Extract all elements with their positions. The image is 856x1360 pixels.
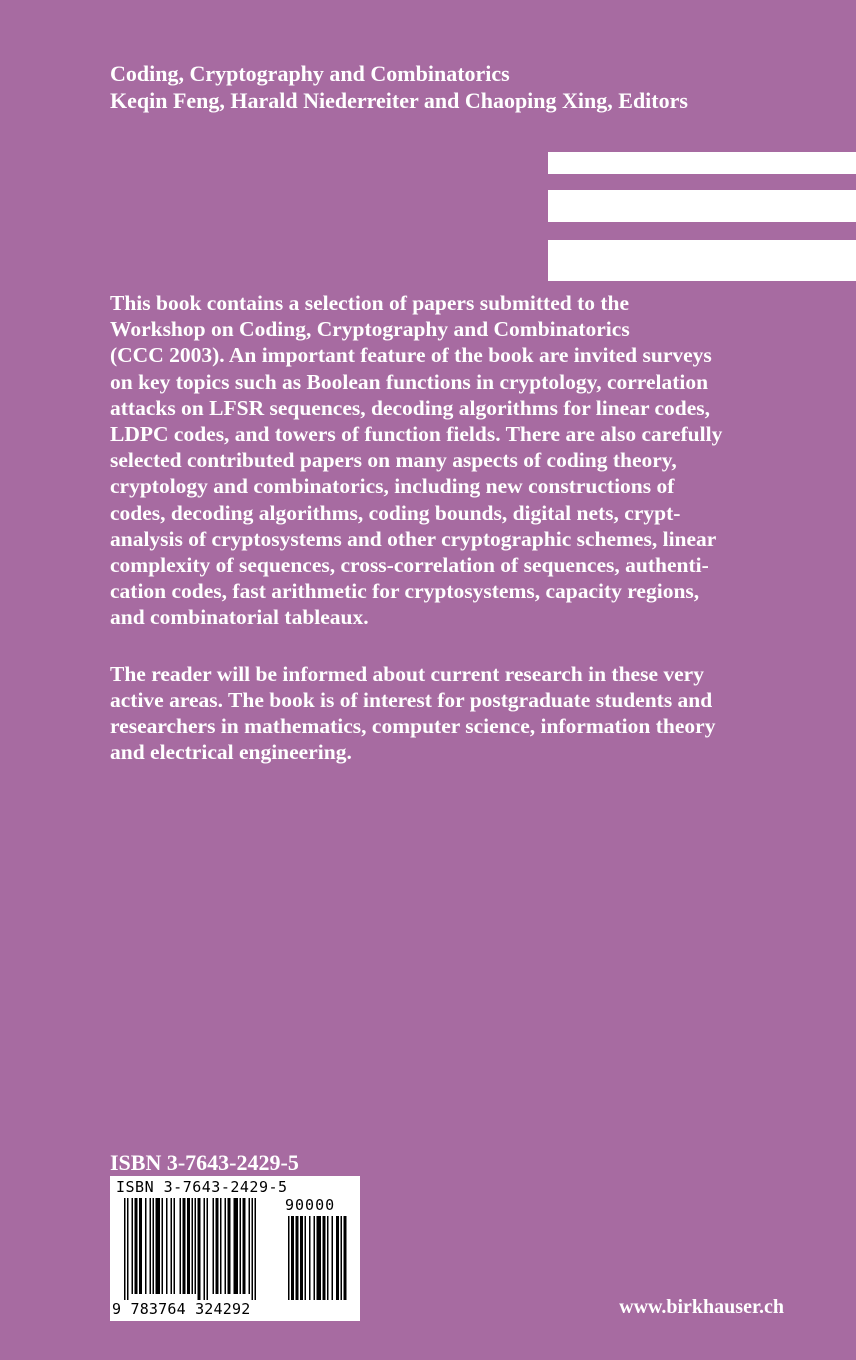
barcode-main-bars: [124, 1198, 276, 1302]
barcode: [110, 1176, 360, 1321]
publisher-website: www.birkhauser.ch: [619, 1296, 784, 1318]
decorative-stripe-1: [548, 152, 856, 174]
description-paragraph-1: [110, 290, 770, 631]
description-line: The reader will be informed about current research in these very: [110, 661, 704, 686]
description-line: Workshop on Coding, Cryptography and Combinatorics: [110, 317, 630, 342]
description-line: cryptology and combinatorics, including new constructions of: [110, 474, 675, 499]
description-line: and electrical engineering.: [110, 740, 352, 765]
book-title: Coding, Cryptography and Combinatorics: [110, 61, 510, 86]
description-line: cation codes, fast arithmetic for cryptosystems, capacity regions,: [110, 579, 700, 604]
description-paragraph-2: [110, 661, 770, 766]
barcode-ean-digits: 9 783764 324292: [112, 1300, 251, 1318]
description-line: and combinatorial tableaux.: [110, 605, 369, 630]
description-line: complexity of sequences, cross-correlation of sequences, authenti-: [110, 553, 709, 578]
book-description: [110, 290, 770, 765]
description-line: This book contains a selection of papers submitted to the: [110, 291, 630, 315]
barcode-addon-bars: [288, 1216, 352, 1302]
description-line: analysis of cryptosystems and other cryptographic schemes, linear: [110, 526, 717, 551]
description-line: (CCC 2003). An important feature of the book are invited surveys: [110, 343, 712, 368]
description-line: on key topics such as Boolean functions in cryptology, correlation: [110, 369, 709, 394]
description-line: active areas. The book is of interest for postgraduate students and: [110, 687, 713, 712]
book-editors: Keqin Feng, Harald Niederreiter and Chaoping Xing, Editors: [110, 88, 688, 113]
description-line: attacks on LFSR sequences, decoding algorithms for linear codes,: [110, 395, 711, 420]
description-line: researchers in mathematics, computer science, information theory: [110, 714, 716, 739]
decorative-stripe-3: [548, 240, 856, 281]
isbn-label: ISBN 3-7643-2429-5: [110, 1150, 299, 1175]
description-line: codes, decoding algorithms, coding bounds, digital nets, crypt-: [110, 500, 681, 525]
description-line: selected contributed papers on many aspects of coding theory,: [110, 448, 677, 473]
description-line: LDPC codes, and towers of function fields. There are also carefully: [110, 422, 723, 447]
barcode-addon-digits: 90000: [285, 1196, 336, 1214]
decorative-stripe-2: [548, 190, 856, 222]
barcode-isbn-text: ISBN 3-7643-2429-5: [116, 1178, 288, 1196]
cover-header: [110, 60, 830, 114]
